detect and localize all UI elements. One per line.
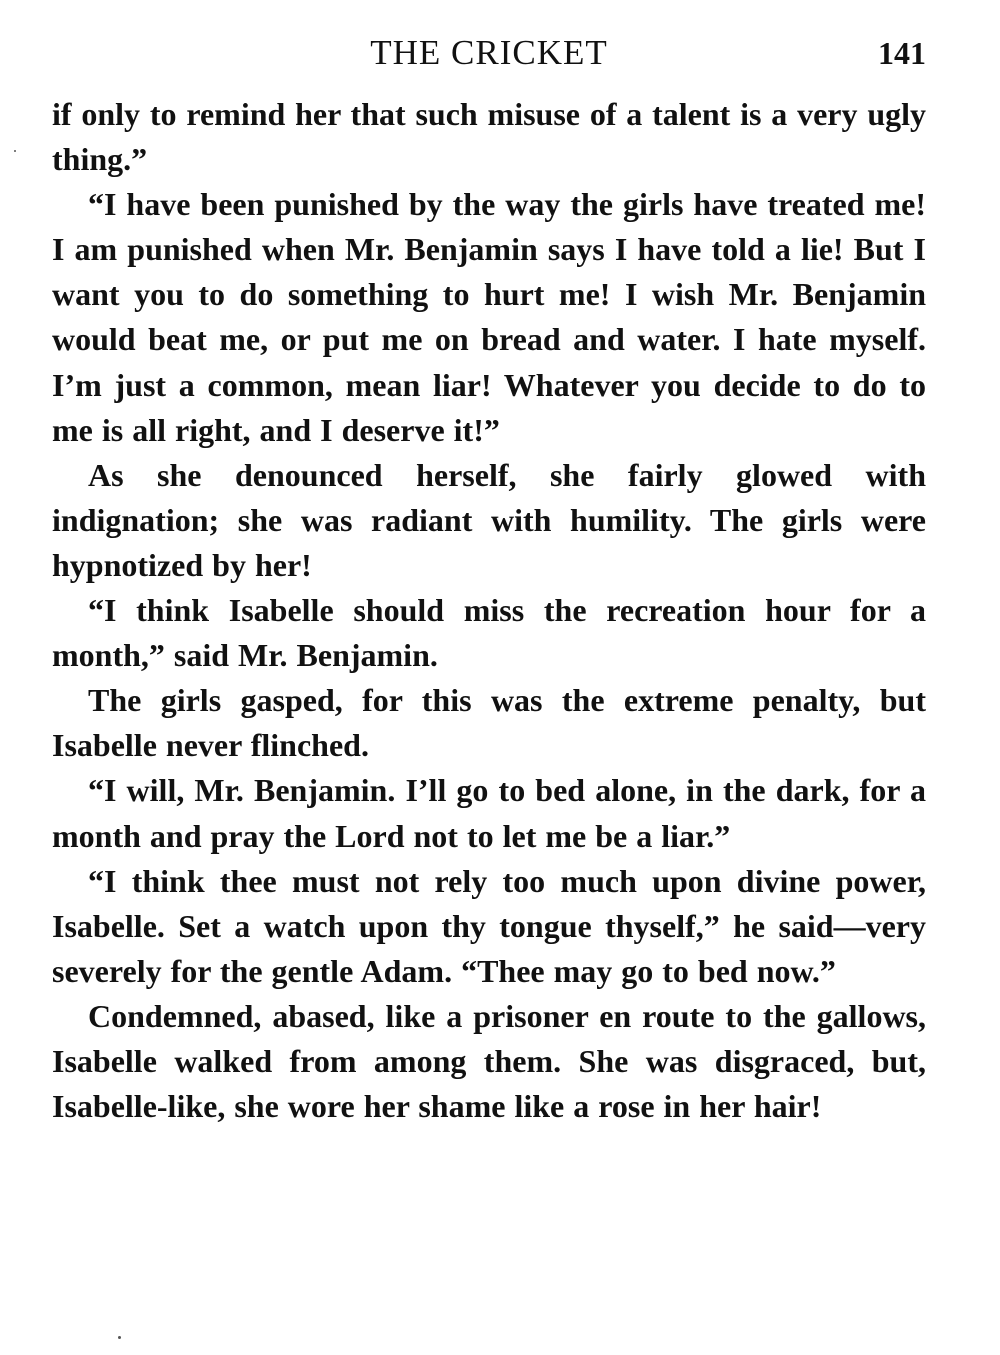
running-header (52, 30, 926, 76)
scan-speck (14, 150, 16, 152)
paragraph: “I have been punished by the way the girls have treated me! I am punished when Mr. Benjamin says I have told a lie! But I want you to do something to hurt me! I wish Mr. Benjamin would beat me, or put me on bread and water. I hate myself. I’m just a common, mean liar! Whatever you decide to do to me is all right, and I deserve it!” (52, 186, 926, 448)
scan-speck (118, 1336, 121, 1339)
paragraph: “I think Isabelle should miss the recreation hour for a month,” said Mr. Benjamin. (52, 592, 926, 674)
body-text (52, 92, 926, 1129)
paragraph: As she denounced herself, she fairly glowed with indignation; she was radiant with humility. The girls were hypnotized by her! (52, 456, 926, 583)
page-number: 141 (878, 35, 926, 71)
page-content (52, 0, 926, 1355)
paragraph: “I will, Mr. Benjamin. I’ll go to bed alone, in the dark, for a month and pray the Lord not to let me be a liar.” (52, 772, 926, 854)
paragraph: The girls gasped, for this was the extreme penalty, but Isabelle never flinched. (52, 682, 926, 764)
paragraph: “I think thee must not rely too much upon divine power, Isabelle. Set a watch upon thy tongue thyself,” he said—very severely for the gentle Adam. “Thee may go to bed now.” (52, 862, 926, 989)
paragraph: Condemned, abased, like a prisoner en route to the gallows, Isabelle walked from among them. She was disgraced, but, Isabelle-like, she wore her shame like a rose in her hair! (52, 997, 926, 1125)
paragraph-continuation: if only to remind her that such misuse of a talent is a very ugly thing.” (52, 96, 926, 178)
running-title: THE CRICKET (370, 33, 608, 72)
